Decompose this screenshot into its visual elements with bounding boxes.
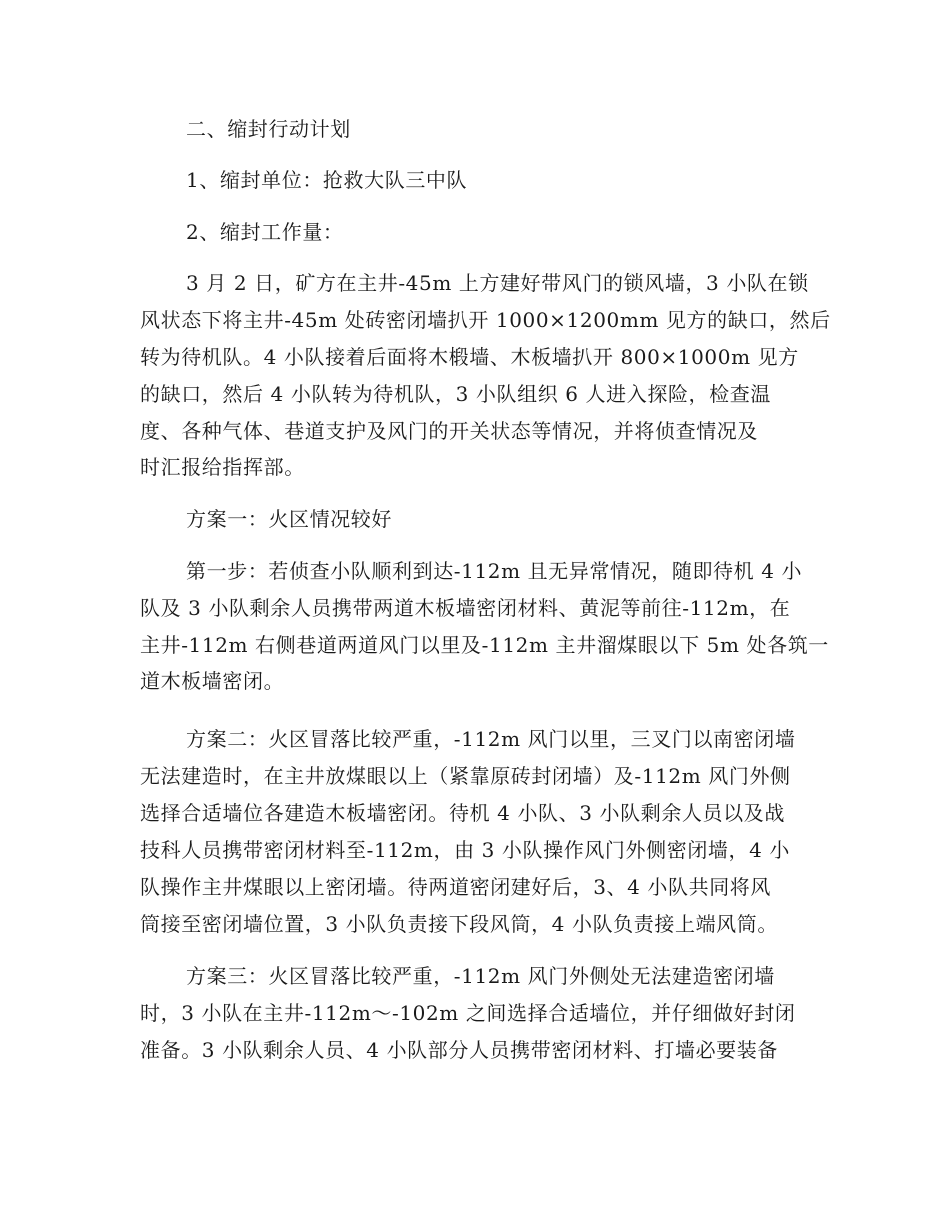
paragraph-line: 队操作主井煤眼以上密闭墙。待两道密闭建好后，3、4 小队共同将风 (140, 875, 772, 899)
paragraph-line: 风状态下将主井-45m 处砖密闭墙扒开 1000×1200mm 见方的缺口，然后 (140, 308, 831, 332)
paragraph-line: 选择合适墙位各建造木板墙密闭。待机 4 小队、3 小队剩余人员以及战 (140, 801, 785, 825)
paragraph-line: 第一步：若侦查小队顺利到达-112m 且无异常情况，随即待机 4 小 (186, 559, 803, 583)
paragraph-line: 的缺口，然后 4 小队转为待机队，3 小队组织 6 人进入探险，检查温 (140, 382, 771, 406)
paragraph-line: 无法建造时，在主井放煤眼以上（紧靠原砖封闭墙）及-112m 风门外侧 (140, 764, 791, 788)
paragraph-line: 准备。3 小队剩余人员、4 小队部分人员携带密闭材料、打墙必要装备 (140, 1038, 778, 1062)
paragraph-line: 转为待机队。4 小队接着后面将木椴墙、木板墙扒开 800×1000m 见方 (140, 345, 799, 369)
paragraph-line: 度、各种气体、巷道支护及风门的开关状态等情况，并将侦查情况及 (140, 419, 758, 443)
paragraph-line: 时，3 小队在主井-112m～-102m 之间选择合适墙位，并仔细做好封闭 (140, 1001, 796, 1025)
paragraph-line: 3 月 2 日，矿方在主井-45m 上方建好带风门的锁风墙，3 小队在锁 (186, 271, 809, 295)
paragraph-line: 时汇报给指挥部。 (140, 455, 305, 479)
paragraph-line: 方案三：火区冒落比较严重，-112m 风门外侧处无法建造密闭墙 (186, 964, 775, 988)
paragraph-line: 筒接至密闭墙位置，3 小队负责接下段风筒，4 小队负责接上端风筒。 (140, 912, 778, 936)
item-2-workload: 2、缩封工作量： (186, 220, 344, 244)
paragraph-line: 队及 3 小队剩余人员携带两道木板墙密闭材料、黄泥等前往-112m，在 (140, 596, 791, 620)
paragraph-line: 道木板墙密闭。 (140, 669, 285, 693)
plan-1-title: 方案一：火区情况较好 (186, 507, 392, 531)
section-heading: 二、缩封行动计划 (186, 117, 351, 141)
item-1-unit: 1、缩封单位：抢救大队三中队 (186, 168, 468, 192)
paragraph-line: 主井-112m 右侧巷道两道风门以里及-112m 主井溜煤眼以下 5m 处各筑一 (140, 633, 829, 657)
paragraph-line: 技科人员携带密闭材料至-112m，由 3 小队操作风门外侧密闭墙，4 小 (140, 838, 791, 862)
paragraph-line: 方案二：火区冒落比较严重，-112m 风门以里，三叉门以南密闭墙 (186, 727, 796, 751)
